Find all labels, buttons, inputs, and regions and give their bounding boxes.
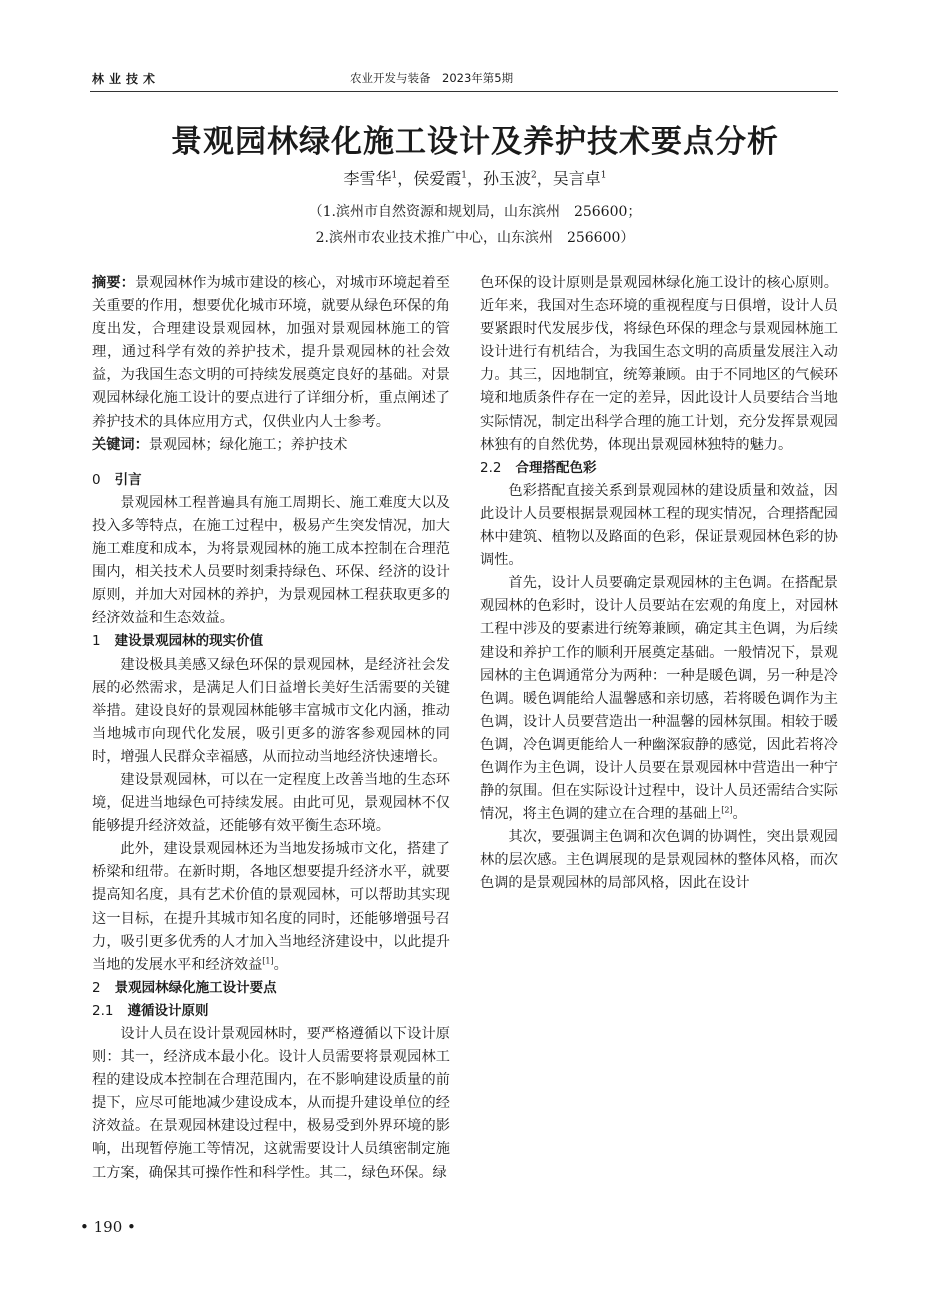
affiliation-line-1: （1.滨州市自然资源和规划局，山东滨州 256600；	[308, 204, 642, 220]
section-title: 引言	[114, 471, 142, 488]
subsection-heading	[92, 1000, 450, 1023]
abstract-text: 景观园林作为城市建设的核心，对城市环境起着至关重要的作用，想要优化城市环境，就要从绿色环保的角度出发，合理建设景观园林，加强对景观园林施工的管理，通过科学有效的养护技术，提升景观园林的社会效益，为我国生态文明的可持续发展奠定良好的基础。对景观园林绿化施工设计的要点进行了详细分析，重点阐述了养护技术的具体应用方式，仅供业内人士参考。	[92, 275, 450, 430]
author-affil-mark: 1	[391, 170, 398, 181]
right-column	[480, 272, 838, 896]
body-paragraph	[480, 572, 838, 826]
keywords-text: 景观园林；绿化施工；养护技术	[148, 436, 348, 453]
section-number: 1	[92, 633, 101, 650]
running-header-section: 林业技术	[92, 72, 161, 86]
section-heading	[92, 977, 450, 1000]
spacer	[92, 457, 450, 469]
section-number: 2	[92, 979, 101, 996]
affiliation-line-2: 2.滨州市农业技术推广中心，山东滨州 256600）	[315, 230, 635, 246]
author-affil-mark: 2	[531, 170, 537, 181]
left-column	[92, 272, 450, 1185]
subsection-heading	[480, 457, 838, 480]
body-paragraph: 景观园林工程普遍具有施工周期长、施工难度大以及投入多等特点，在施工过程中，极易产生突发情况，加大施工难度和成本，为将景观园林的施工成本控制在合理范围内，相关技术人员要时刻秉持绿色、环保、经济的设计原则，并加大对园林的养护，为景观园林工程获取更多的经济效益和生态效益。	[92, 494, 450, 627]
citation-ref: [1]	[262, 955, 274, 965]
author-affil-mark: 1	[600, 170, 607, 181]
header-rule	[90, 91, 838, 92]
author-affil-mark: 1	[461, 170, 467, 181]
section-number: 0	[92, 471, 101, 488]
abstract	[92, 272, 450, 434]
paragraph-end: 。	[273, 956, 288, 973]
keywords-label: 关键词：	[92, 436, 149, 453]
author-name: 李雪华	[343, 169, 392, 188]
section-title: 建设景观园林的现实价值	[114, 633, 264, 650]
subsection-number: 2.1	[92, 1002, 114, 1019]
section-title: 景观园林绿化施工设计要点	[114, 979, 277, 996]
body-paragraph: 设计人员在设计景观园林时，要严格遵循以下设计原则：其一，经济成本最小化。设计人员需要将景观园林工程的建设成本控制在合理范围内，在不影响建设质量的前提下，应尽可能地减少建设成本，从而提升建设单位的经济效益。在景观园林建设过程中，极易受到外界环境的影响，出现暂停施工等情况，这就需要设计人员缜密制定施工方案，确保其可操作性和科学性。其二，绿色环保。绿	[92, 1026, 450, 1181]
body-paragraph: 建设景观园林，可以在一定程度上改善当地的生态环境，促进当地绿色可持续发展。由此可见，景观园林不仅能够提升经济效益，还能够有效平衡生态环境。	[92, 771, 450, 835]
subsection-number: 2.2	[480, 459, 502, 476]
subsection-title: 合理搭配色彩	[515, 459, 597, 476]
abstract-label: 摘要：	[92, 275, 135, 291]
paragraph-text: 此外，建设景观园林还为当地发扬城市文化，搭建了桥梁和纽带。在新时期，各地区想要提升经济水平，就要提高知名度，具有艺术价值的景观园林，可以帮助其实现这一目标，在提升其城市知名度的同时，还能够增强号召力，吸引更多优秀的人才加入当地经济建设中，以此提升当地的发展水平和经济效益	[92, 841, 450, 973]
body-paragraph-continued: 色环保的设计原则是景观园林绿化施工设计的核心原则。近年来，我国对生态环境的重视程度与日俱增，设计人员要紧跟时代发展步伐，将绿色环保的理念与景观园林施工设计进行有机结合，为我国生态文明的高质量发展注入动力。其三，因地制宜，统筹兼顾。由于不同地区的气候环境和地质条件存在一定的差异，因此设计人员要结合当地实际情况，制定出科学合理的施工计划，充分发挥景观园林独有的自然优势，体现出景观园林独特的魅力。	[480, 275, 838, 453]
section-heading	[92, 469, 450, 492]
body-paragraph	[92, 838, 450, 977]
article-title: 景观园林绿化施工设计及养护技术要点分析	[171, 124, 779, 160]
author-name: 侯爱霞	[413, 169, 462, 188]
body-paragraph: 建设极具美感又绿色环保的景观园林，是经济社会发展的必然需求，是满足人们日益增长美好生活需要的关键举措。建设良好的景观园林能够丰富城市文化内涵，推动当地城市向现代化发展，吸引更多的游客参观园林的同时，增强人民群众幸福感，从而拉动当地经济快速增长。	[92, 656, 450, 765]
paragraph-text: 首先，设计人员要确定景观园林的主色调。在搭配景观园林的色彩时，设计人员要站在宏观的角度上，对园林工程中涉及的要素进行统筹兼顾，确定其主色调，为后续建设和养护工作的顺利开展奠定基础。一般情况下，景观园林的主色调通常分为两种：一种是暖色调，另一种是冷色调。暖色调能给人温馨感和亲切感，若将暖色调作为主色调，设计人员要营造出一种温馨的园林氛围。相较于暖色调，冷色调更能给人一种幽深寂静的感觉，因此若将冷色调作为主色调，设计人员要在景观园林中营造出一种宁静的氛围。但在实际设计过程中，设计人员还需结合实际情况，将主色调的建立在合理的基础上	[480, 575, 838, 823]
paragraph-end: 。	[732, 806, 747, 823]
author-line: 李雪华$^1$，侯爱霞$^1$，孙玉波$^2$，吴言卓$^1$	[343, 169, 607, 188]
running-header-journal: 农业开发与装备 2023年第5期	[350, 71, 514, 85]
keywords	[92, 434, 450, 457]
body-paragraph: 其次，要强调主色调和次色调的协调性，突出景观园林的层次感。主色调展现的是景观园林的整体风格，而次色调的是景观园林的局部风格，因此在设计	[480, 829, 838, 892]
section-heading	[92, 630, 450, 653]
citation-ref: [2]	[721, 805, 733, 815]
author-name: 孙玉波	[483, 169, 532, 188]
page-number: • 190 •	[80, 1218, 136, 1236]
body-paragraph: 色彩搭配直接关系到景观园林的建设质量和效益，因此设计人员要根据景观园林工程的现实情况，合理搭配园林中建筑、植物以及路面的色彩，保证景观园林色彩的协调性。	[480, 482, 838, 569]
subsection-title: 遵循设计原则	[127, 1002, 209, 1019]
author-name: 吴言卓	[552, 169, 601, 188]
